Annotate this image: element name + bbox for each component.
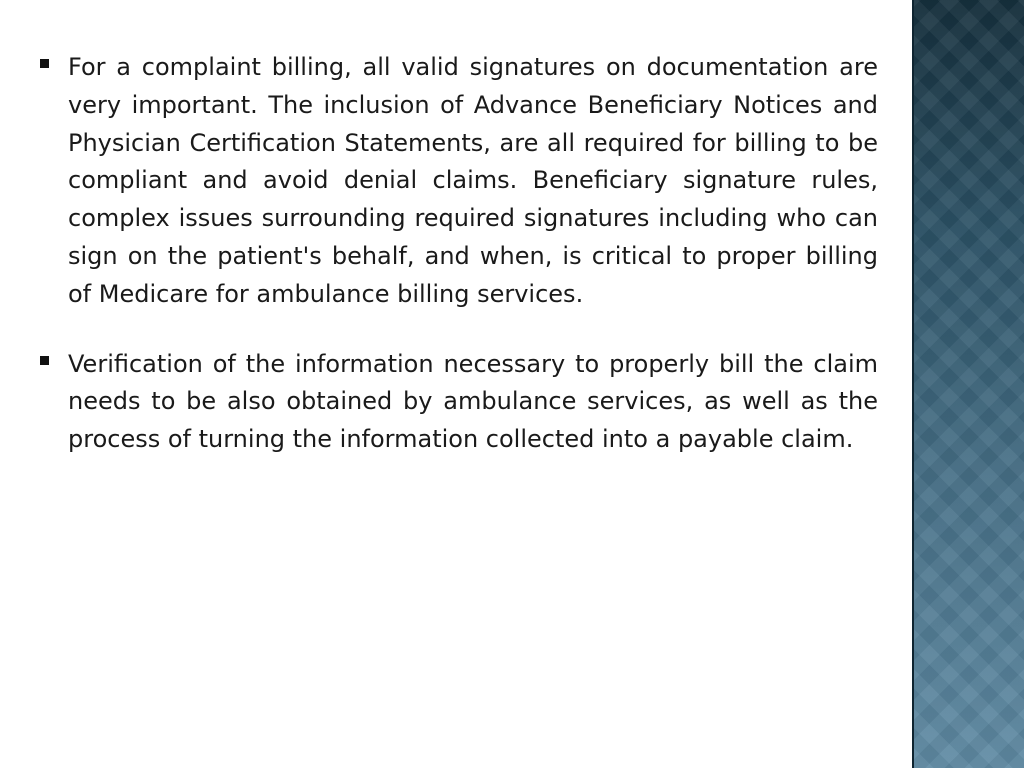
- square-bullet-icon: [40, 356, 49, 365]
- bullet-text: Verification of the information necessary to properly bill the claim needs to be also obtained by ambulance services, as well as the process of turning the information collected into a payable claim.: [68, 349, 878, 454]
- decorative-side-band: [912, 0, 1024, 768]
- bullet-text: For a complaint billing, all valid signatures on documentation are very important. The inclusion of Advance Beneficiary Notices and Physician Certification Statements, are all required for billing to be compliant and avoid denial claims. Beneficiary signature rules, complex issues surrounding required signatures including who can sign on the patient's behalf, and when, is critical to proper billing of Medicare for ambulance billing services.: [68, 53, 878, 308]
- square-bullet-icon: [40, 59, 49, 68]
- bullet-list: [36, 49, 878, 491]
- bullet-item: [36, 346, 878, 459]
- bullet-item: [36, 49, 878, 314]
